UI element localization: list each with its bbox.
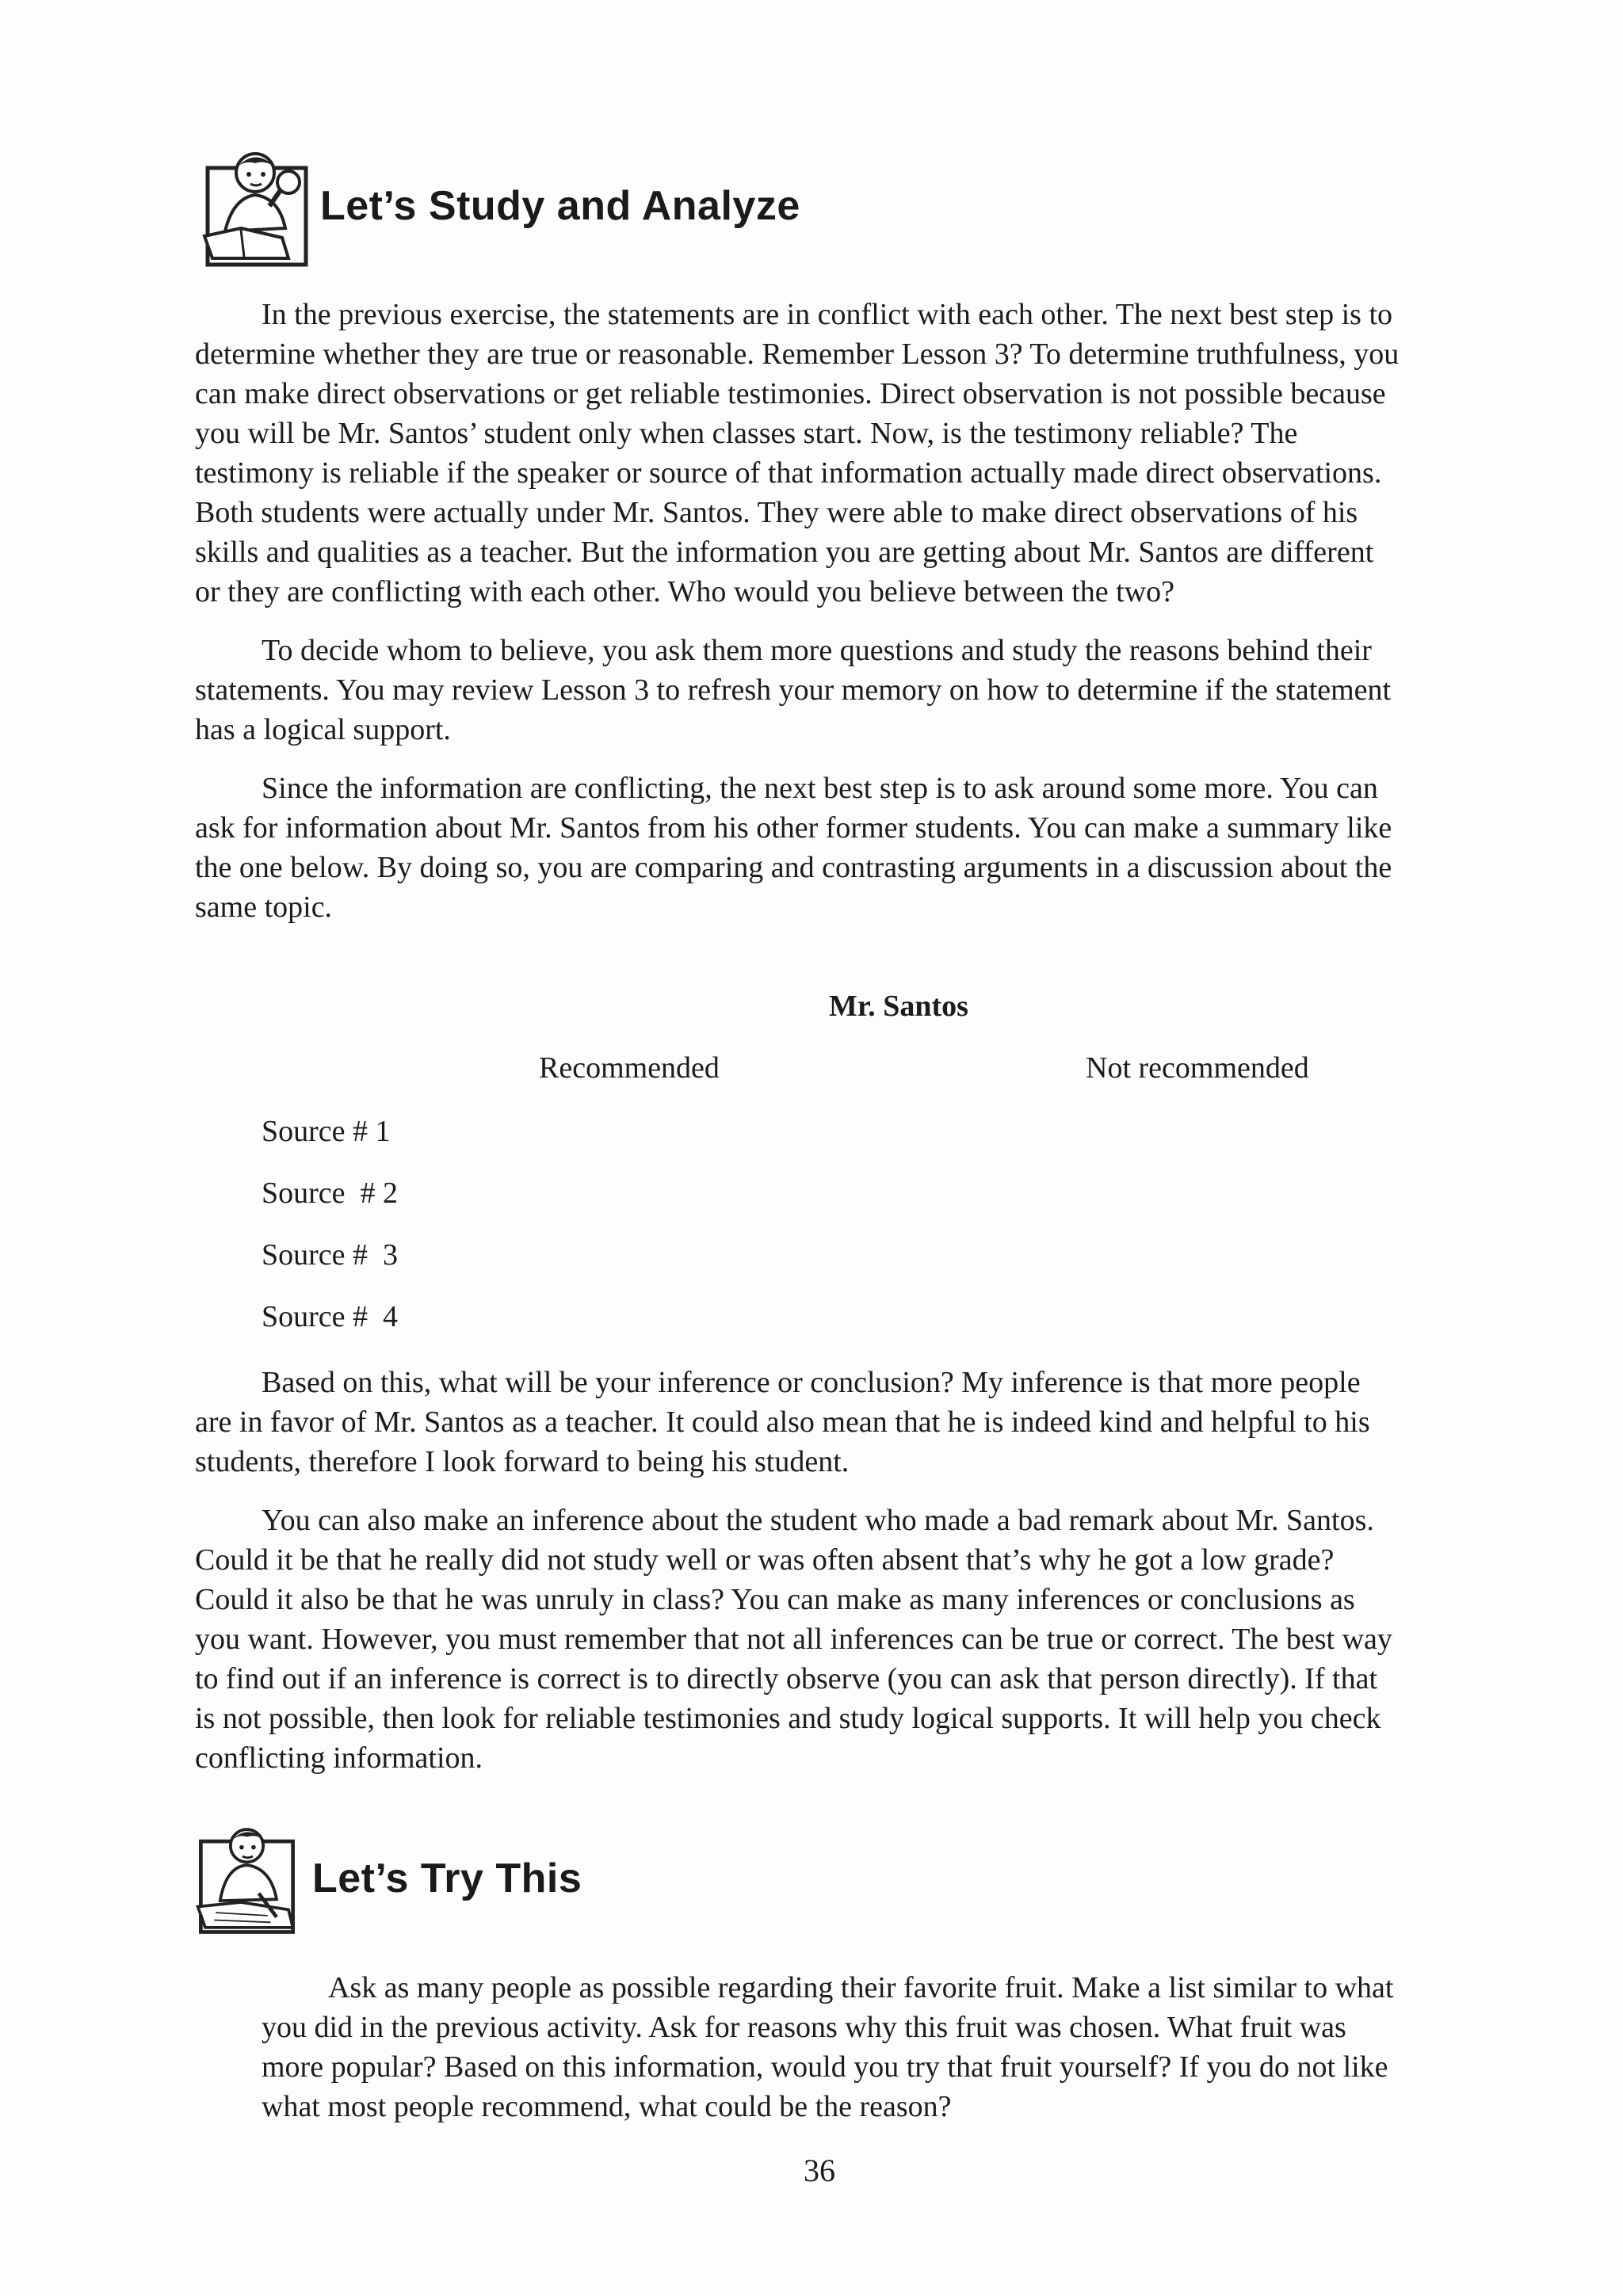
column-header-recommended: Recommended xyxy=(539,1051,720,1085)
paragraph: Ask as many people as possible regarding their favorite fruit. Make a list similar to what you did in the previous activity. Ask for reasons why this fruit was chosen. What fruit was more popular? Based on this information, would you try that fruit yourself? If you do not like what most people recommend, what could be the reason? xyxy=(262,1971,1394,2123)
table-row-source-2: Source # 2 xyxy=(262,1177,399,1210)
boy-writing-icon xyxy=(193,1819,312,1938)
try-heading: Let’s Try This xyxy=(312,1855,582,1901)
paragraph: You can also make an inference about the student who made a bad remark about Mr. Santos. Could it be that he really did not study well or was often absent that’s why he got a low grade? Could it also be that he was unruly in class? You can make as many inferences or conclusions as you want. However, you must remember that not all inferences can be true or correct. The best way to find out if an inference is correct is to directly observe (you can ask that person directly). If that is not possible, then look for reliable testimonies and study logical supports. It will help you check conflicting information. xyxy=(195,1504,1392,1775)
paragraph: To decide whom to believe, you ask them more questions and study the reasons behind their statements. You may review Lesson 3 to refresh your memory on how to determine if the statement has a logical support. xyxy=(195,634,1392,746)
page-number: 36 xyxy=(804,2153,835,2188)
try-section-header xyxy=(193,1819,582,1938)
paragraph: Since the information are conflicting, the next best step is to ask around some more. You can ask for information about Mr. Santos from his other former students. You can make a summary like the one below. By doing so, you are comparing and contrasting arguments in a discussion about the same topic. xyxy=(195,772,1392,924)
try-body xyxy=(262,1968,1403,2126)
study-body xyxy=(195,295,1400,946)
boy-with-magnifier-icon xyxy=(193,143,320,269)
study-section-header xyxy=(193,143,800,269)
paragraph: Based on this, what will be your inference or conclusion? My inference is that more people are in favor of Mr. Santos as a teacher. It could also mean that he is indeed kind and helpful to his students, therefore I look forward to being his student. xyxy=(195,1366,1370,1478)
study-conclusion-body xyxy=(195,1363,1400,1797)
table-row-source-1: Source # 1 xyxy=(262,1115,391,1148)
table-row-source-3: Source # 3 xyxy=(262,1238,399,1272)
table-row-source-4: Source # 4 xyxy=(262,1300,399,1333)
column-header-not-recommended: Not recommended xyxy=(1086,1051,1309,1085)
table-title: Mr. Santos xyxy=(829,990,968,1023)
study-heading: Let’s Study and Analyze xyxy=(320,183,800,229)
paragraph: In the previous exercise, the statements are in conflict with each other. The next best step is to determine whether they are true or reasonable. Remember Lesson 3? To determine truthfulness, you can make direct observations or get reliable testimonies. Direct observation is not possible because you will be Mr. Santos’ student only when classes start. Now, is the testimony reliable? The testimony is reliable if the speaker or source of that information actually made direct observations. Both students were actually under Mr. Santos. They were able to make direct observations of his skills and qualities as a teacher. But the information you are getting about Mr. Santos are different or they are conflicting with each other. Who would you believe between the two? xyxy=(195,298,1400,608)
